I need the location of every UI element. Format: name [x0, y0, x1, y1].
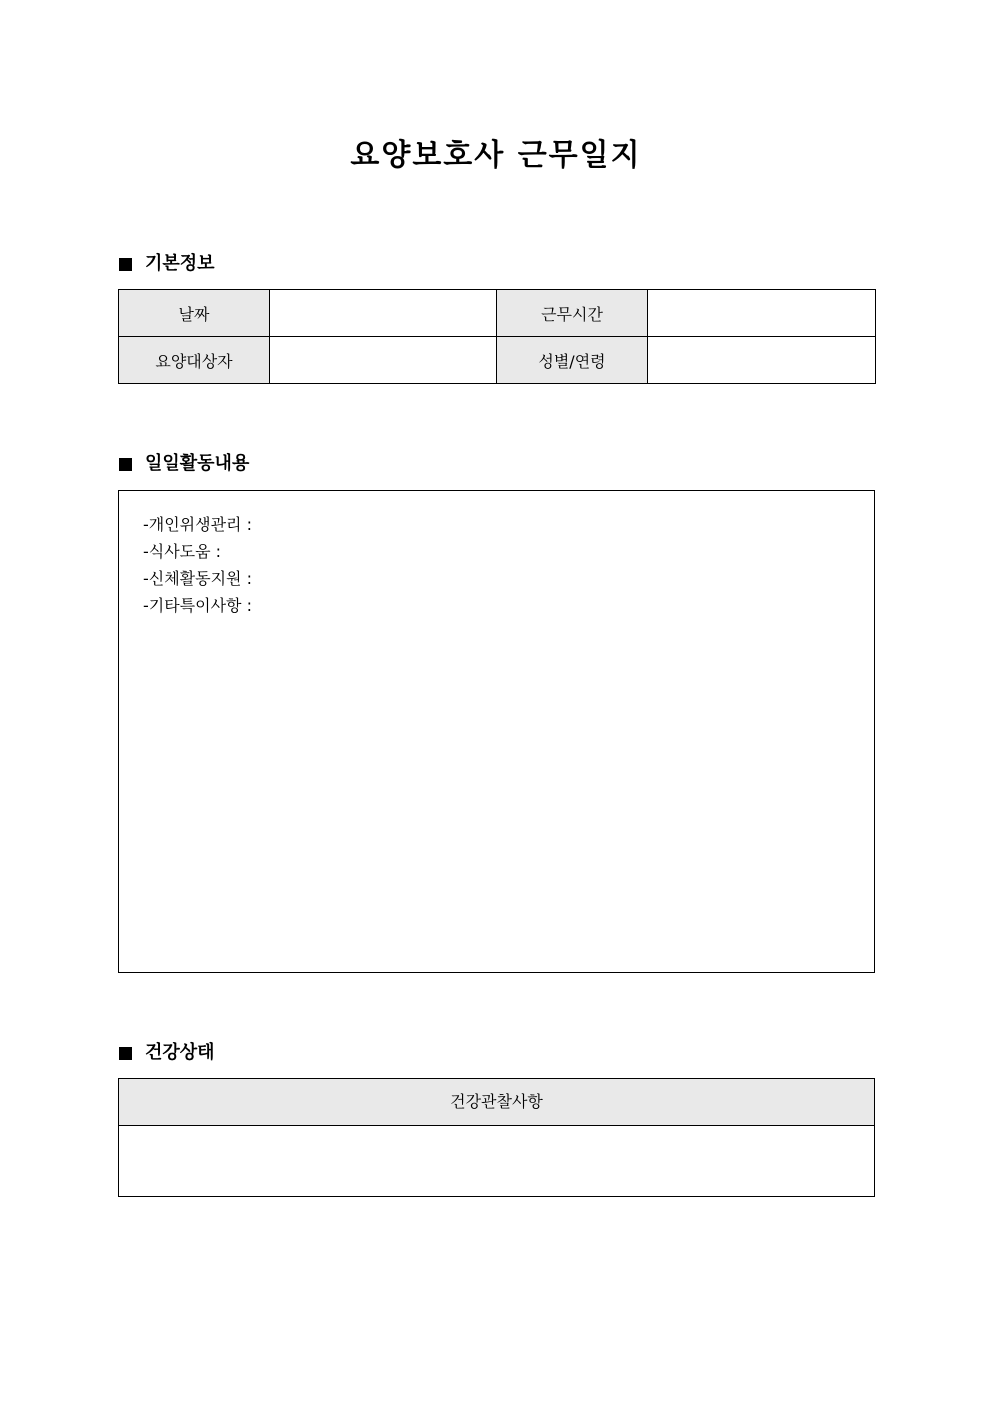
document-title: 요양보호사 근무일지: [350, 138, 642, 173]
health-observation-field[interactable]: [119, 1126, 874, 1196]
work-hours-field[interactable]: [648, 290, 876, 337]
section-heading-daily-activity: [119, 452, 249, 476]
table-row: [119, 290, 876, 337]
table-row: [119, 337, 876, 384]
health-status-table: [118, 1078, 875, 1197]
section-heading-basic-info: [119, 252, 215, 276]
square-bullet-icon: [119, 1047, 132, 1060]
list-item: -식사도움 :: [143, 542, 222, 561]
square-bullet-icon: [119, 458, 132, 471]
section-heading-label: 일일활동내용: [145, 453, 250, 474]
gender-age-label: 성별/연령: [497, 337, 648, 384]
work-hours-label: 근무시간: [497, 290, 648, 337]
care-recipient-field[interactable]: [270, 337, 497, 384]
care-recipient-label: 요양대상자: [119, 337, 270, 384]
activity-list: [143, 511, 252, 619]
section-heading-label: 기본정보: [145, 253, 215, 274]
date-label: 날짜: [119, 290, 270, 337]
section-heading-label: 건강상태: [145, 1042, 215, 1063]
list-item: -신체활동지원 :: [143, 569, 252, 588]
basic-info-table: [118, 289, 876, 384]
gender-age-field[interactable]: [648, 337, 876, 384]
list-item: -기타특이사항 :: [143, 596, 252, 615]
daily-activity-box[interactable]: [118, 490, 875, 973]
section-heading-health-status: [119, 1041, 215, 1065]
square-bullet-icon: [119, 258, 132, 271]
health-observation-header: 건강관찰사항: [119, 1079, 874, 1126]
list-item: -개인위생관리 :: [143, 515, 252, 534]
date-field[interactable]: [270, 290, 497, 337]
